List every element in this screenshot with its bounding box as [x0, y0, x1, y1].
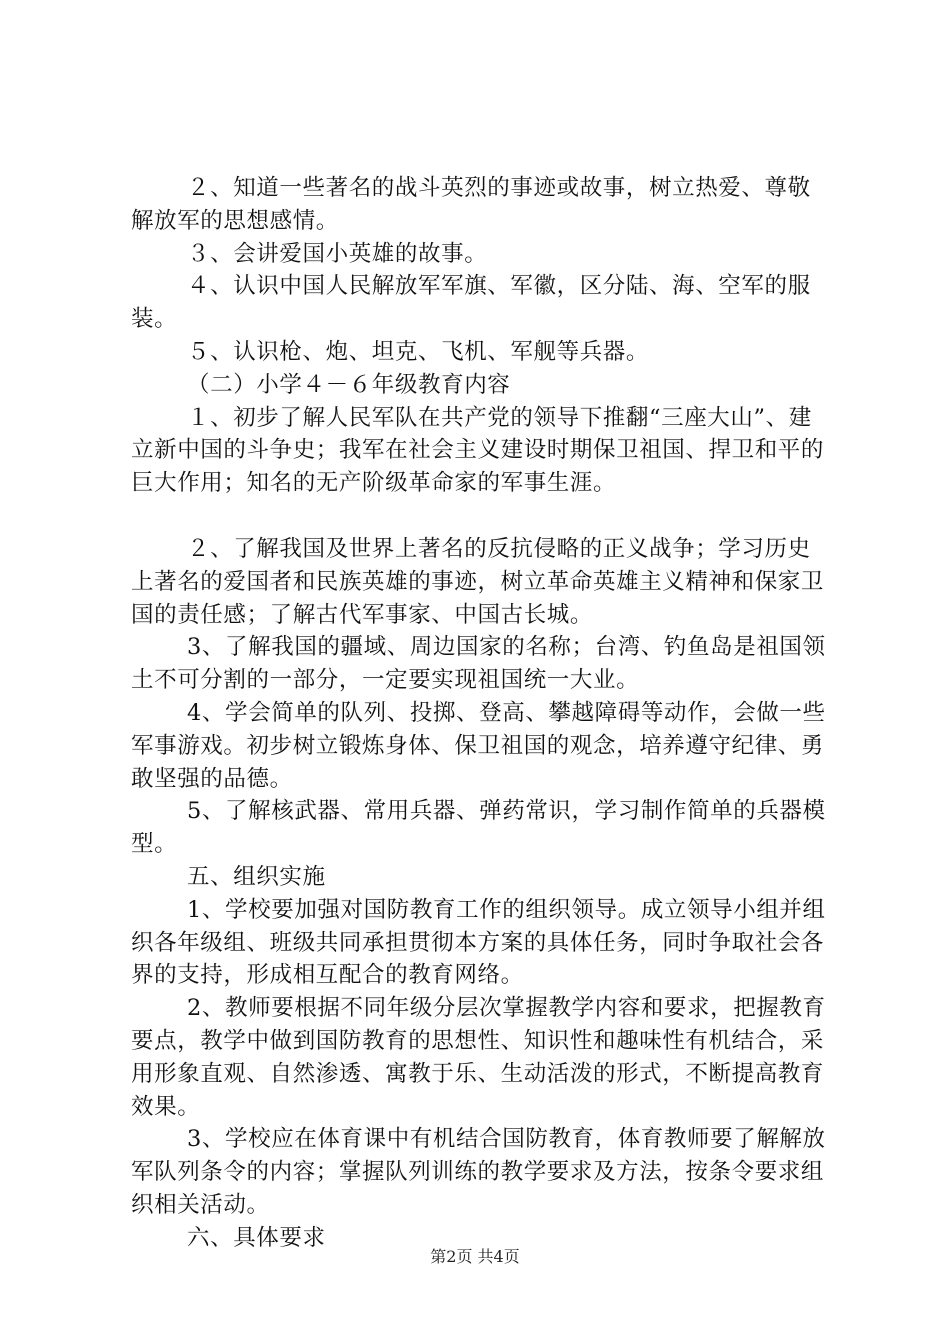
- paragraph: 3、了解我国的疆域、周边国家的名称；台湾、钓鱼岛是祖国领土不可分割的一部分，一定要实现祖国统一大业。: [131, 634, 826, 694]
- section-heading: 六、具体要求: [187, 1224, 326, 1251]
- paragraph: 1、学校要加强对国防教育工作的组织领导。成立领导小组并组织各年级组、班级共同承担贯彻本方案的具体任务，同时争取社会各界的支持，形成相互配合的教育网络。: [131, 896, 826, 989]
- section-subheading: （二）小学４－６年级教育内容: [187, 371, 511, 398]
- paragraph: 3、学校应在体育课中有机结合国防教育，体育教师要了解解放军队列条令的内容；掌握队列训练的教学要求及方法，按条令要求组织相关活动。: [131, 1126, 826, 1218]
- paragraph: 5、了解核武器、常用兵器、弹药常识，学习制作简单的兵器模型。: [131, 798, 826, 858]
- paragraph: ４、认识中国人民解放军军旗、军徽，区分陆、海、空军的服装。: [131, 273, 811, 333]
- paragraph: １、初步了解人民军队在共产党的领导下推翻“三座大山”、建立新中国的斗争史；我军在社会主义建设时期保卫祖国、捍卫和平的巨大作用；知名的无产阶级革命家的军事生涯。: [131, 404, 825, 497]
- section-heading: 五、组织实施: [187, 863, 326, 890]
- paragraph: 2、教师要根据不同年级分层次掌握教学内容和要求，把握教育要点，教学中做到国防教育的思想性、知识性和趣味性有机结合，采用形象直观、自然渗透、寓教于乐、生动活泼的形式，不断提高教育效果。: [131, 995, 826, 1120]
- document-body: [131, 172, 831, 1255]
- paragraph: ５、认识枪、炮、坦克、飞机、军舰等兵器。: [187, 338, 650, 365]
- paragraph-spacer: [131, 500, 831, 533]
- paragraph: ２、知道一些著名的战斗英烈的事迹或故事，树立热爱、尊敬解放军的思想感情。: [131, 175, 811, 234]
- page-number-footer: 第2页 共4页: [430, 1247, 520, 1266]
- paragraph: 4、学会简单的队列、投掷、登高、攀越障碍等动作，会做一些军事游戏。初步树立锻炼身体、保卫祖国的观念，培养遵守纪律、勇敢坚强的品德。: [131, 699, 826, 792]
- paragraph: ２、了解我国及世界上著名的反抗侵略的正义战争；学习历史上著名的爱国者和民族英雄的事迹，树立革命英雄主义精神和保家卫国的责任感；了解古代军事家、中国古长城。: [131, 535, 825, 628]
- paragraph: ３、会讲爱国小英雄的故事。: [187, 240, 488, 267]
